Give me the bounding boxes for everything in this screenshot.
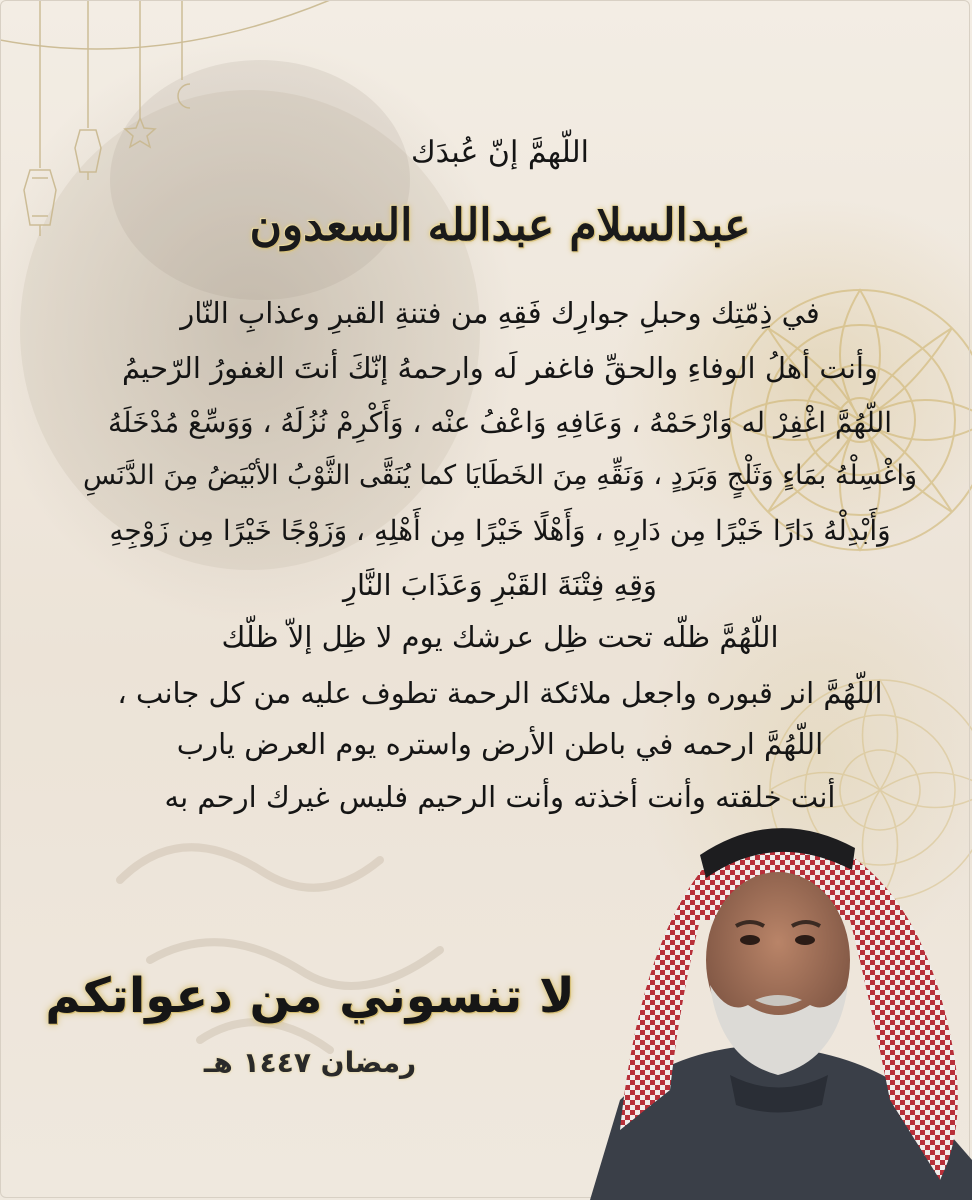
portrait-photo — [560, 800, 972, 1200]
prayer-line: اللّهُمَّ ظلّه تحت ظِل عرشك يوم لا ظِل إلاّ ظلّك — [221, 620, 779, 654]
date-label: رمضان ١٤٤٧ هـ — [203, 1046, 417, 1079]
prayer-line: وَقِهِ فِتْنَةَ القَبْرِ وَعَذَابَ النَّارِ — [343, 568, 657, 602]
intro-line: اللّهمَّ إنّ عُبدَك — [410, 135, 590, 170]
prayer-line: أنت خلقته وأنت أخذته وأنت الرحيم فليس غيرك ارحم به — [164, 780, 836, 814]
prayer-line: وأنت أهلُ الوفاءِ والحقِّ فاغفر لَه وارحمهُ إنّكَ أنتَ الغفورُ الرّحيمُ — [122, 351, 878, 385]
prayer-line: اللّهُمَّ ارحمه في باطن الأرض واستره يوم العرض يارب — [176, 727, 824, 761]
prayer-line: اللّهُمَّ انر قبوره واجعل ملائكة الرحمة تطوف عليه من كل جانب ، — [117, 676, 883, 710]
prayer-line: وَاغْسِلْهُ بمَاءٍ وَثَلْجٍ وَبَرَدٍ ، وَنَقِّهِ مِنَ الخَطَايَا كما يُنَقَّى الثَّوْبُ الأبْيَضُ مِنَ الدَّنَسِ — [82, 460, 918, 491]
prayer-line: اللّهُمَّ اغْفِرْ له وَارْحَمْهُ ، وَعَافِهِ وَاعْفُ عنْه ، وَأَكْرِمْ نُزُلَهُ ، وَوَسِّعْ مُدْخَلَهُ — [107, 406, 893, 439]
prayer-line: وَأَبْدِلْهُ دَارًا خَيْرًا مِن دَارِهِ ، وَأَهْلًا خَيْرًا مِن أَهْلِهِ ، وَزَوْجًا خَيْرًا مِن زَوْجِهِ — [109, 514, 891, 547]
deceased-name: عبدالسلام عبدالله السعدون — [249, 200, 751, 251]
remember-in-prayers: لا تنسوني من دعواتكم — [45, 968, 575, 1024]
prayer-line: في ذِمّتِك وحبلِ جوارِك فَقِهِ من فتنةِ القبرِ وعذابِ النّار — [180, 296, 820, 330]
